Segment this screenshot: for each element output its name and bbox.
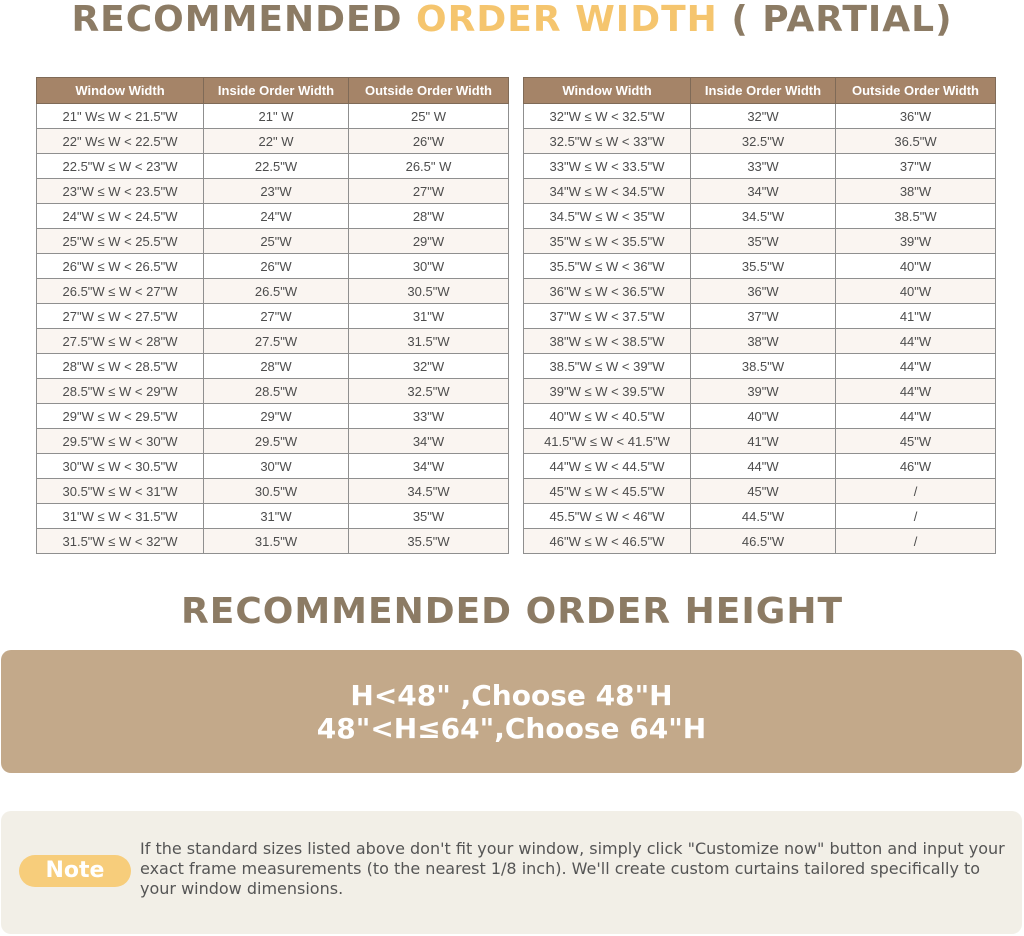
table-row	[524, 229, 996, 254]
table-row	[524, 129, 996, 154]
cell-inside-order-width: 21" W	[204, 104, 349, 129]
cell-window-width: 39"W ≤ W < 39.5"W	[524, 379, 691, 404]
cell-window-width: 26.5"W ≤ W < 27"W	[37, 279, 204, 304]
cell-inside-order-width: 23"W	[204, 179, 349, 204]
table-row	[37, 504, 509, 529]
order-width-title-main: RECOMMENDED	[71, 0, 417, 40]
table-row	[524, 154, 996, 179]
cell-outside-order-width: 36.5"W	[836, 129, 996, 154]
cell-window-width: 22" W≤ W < 22.5"W	[37, 129, 204, 154]
order-width-title-accent: ORDER WIDTH	[416, 0, 718, 40]
header-window-width: Window Width	[37, 78, 204, 104]
table-row	[524, 104, 996, 129]
table-row	[37, 254, 509, 279]
table-row	[524, 179, 996, 204]
cell-outside-order-width: 35"W	[349, 504, 509, 529]
cell-outside-order-width: 31.5"W	[349, 329, 509, 354]
header-outside-order-width: Outside Order Width	[349, 78, 509, 104]
cell-window-width: 34.5"W ≤ W < 35"W	[524, 204, 691, 229]
cell-inside-order-width: 29"W	[204, 404, 349, 429]
cell-outside-order-width: /	[836, 504, 996, 529]
cell-outside-order-width: 30.5"W	[349, 279, 509, 304]
order-height-title: RECOMMENDED ORDER HEIGHT	[181, 591, 843, 632]
table-row	[37, 479, 509, 504]
cell-inside-order-width: 27"W	[204, 304, 349, 329]
cell-outside-order-width: 34"W	[349, 429, 509, 454]
cell-window-width: 41.5"W ≤ W < 41.5"W	[524, 429, 691, 454]
cell-outside-order-width: 38.5"W	[836, 204, 996, 229]
cell-window-width: 32"W ≤ W < 32.5"W	[524, 104, 691, 129]
cell-inside-order-width: 32.5"W	[691, 129, 836, 154]
table-row	[524, 204, 996, 229]
table-row	[37, 404, 509, 429]
cell-outside-order-width: 40"W	[836, 254, 996, 279]
cell-outside-order-width: 34"W	[349, 454, 509, 479]
cell-window-width: 34"W ≤ W < 34.5"W	[524, 179, 691, 204]
cell-window-width: 22.5"W ≤ W < 23"W	[37, 154, 204, 179]
cell-window-width: 25"W ≤ W < 25.5"W	[37, 229, 204, 254]
table-row	[37, 454, 509, 479]
cell-window-width: 21" W≤ W < 21.5"W	[37, 104, 204, 129]
note-badge: Note	[19, 855, 131, 887]
cell-outside-order-width: 33"W	[349, 404, 509, 429]
cell-outside-order-width: 40"W	[836, 279, 996, 304]
cell-outside-order-width: 32.5"W	[349, 379, 509, 404]
cell-window-width: 35"W ≤ W < 35.5"W	[524, 229, 691, 254]
cell-window-width: 38"W ≤ W < 38.5"W	[524, 329, 691, 354]
cell-outside-order-width: 36"W	[836, 104, 996, 129]
height-recommendation-banner	[1, 650, 1022, 773]
cell-inside-order-width: 28.5"W	[204, 379, 349, 404]
width-table-right-body	[524, 104, 996, 554]
cell-inside-order-width: 46.5"W	[691, 529, 836, 554]
header-inside-order-width: Inside Order Width	[204, 78, 349, 104]
width-table-left	[36, 77, 509, 554]
cell-inside-order-width: 44"W	[691, 454, 836, 479]
table-row	[524, 529, 996, 554]
cell-window-width: 27.5"W ≤ W < 28"W	[37, 329, 204, 354]
cell-outside-order-width: 38"W	[836, 179, 996, 204]
cell-outside-order-width: 39"W	[836, 229, 996, 254]
cell-inside-order-width: 40"W	[691, 404, 836, 429]
cell-inside-order-width: 31"W	[204, 504, 349, 529]
cell-inside-order-width: 22" W	[204, 129, 349, 154]
table-row	[524, 354, 996, 379]
cell-window-width: 26"W ≤ W < 26.5"W	[37, 254, 204, 279]
width-table-left-body	[37, 104, 509, 554]
order-width-title-suffix: ( PARTIAL)	[717, 0, 953, 40]
table-row	[524, 379, 996, 404]
order-width-title	[0, 0, 1024, 40]
cell-window-width: 31"W ≤ W < 31.5"W	[37, 504, 204, 529]
cell-window-width: 40"W ≤ W < 40.5"W	[524, 404, 691, 429]
cell-inside-order-width: 29.5"W	[204, 429, 349, 454]
cell-outside-order-width: 30"W	[349, 254, 509, 279]
table-row	[524, 504, 996, 529]
cell-outside-order-width: 25" W	[349, 104, 509, 129]
cell-inside-order-width: 22.5"W	[204, 154, 349, 179]
table-row	[37, 429, 509, 454]
cell-outside-order-width: 37"W	[836, 154, 996, 179]
cell-window-width: 24"W ≤ W < 24.5"W	[37, 204, 204, 229]
cell-inside-order-width: 25"W	[204, 229, 349, 254]
cell-inside-order-width: 35.5"W	[691, 254, 836, 279]
cell-window-width: 30.5"W ≤ W < 31"W	[37, 479, 204, 504]
cell-inside-order-width: 44.5"W	[691, 504, 836, 529]
cell-outside-order-width: 26"W	[349, 129, 509, 154]
cell-window-width: 28.5"W ≤ W < 29"W	[37, 379, 204, 404]
cell-outside-order-width: 35.5"W	[349, 529, 509, 554]
table-row	[524, 479, 996, 504]
cell-inside-order-width: 34.5"W	[691, 204, 836, 229]
width-table-right	[523, 77, 996, 554]
cell-outside-order-width: 28"W	[349, 204, 509, 229]
table-row	[37, 104, 509, 129]
cell-outside-order-width: 45"W	[836, 429, 996, 454]
cell-window-width: 45.5"W ≤ W < 46"W	[524, 504, 691, 529]
cell-window-width: 36"W ≤ W < 36.5"W	[524, 279, 691, 304]
table-row	[524, 304, 996, 329]
height-rule-2: 48"<H≤64",Choose 64"H	[316, 711, 707, 745]
table-row	[37, 154, 509, 179]
cell-inside-order-width: 39"W	[691, 379, 836, 404]
cell-window-width: 44"W ≤ W < 44.5"W	[524, 454, 691, 479]
table-row	[524, 279, 996, 304]
cell-inside-order-width: 28"W	[204, 354, 349, 379]
cell-inside-order-width: 37"W	[691, 304, 836, 329]
cell-window-width: 29"W ≤ W < 29.5"W	[37, 404, 204, 429]
cell-inside-order-width: 41"W	[691, 429, 836, 454]
cell-window-width: 31.5"W ≤ W < 32"W	[37, 529, 204, 554]
cell-outside-order-width: 26.5" W	[349, 154, 509, 179]
header-inside-order-width: Inside Order Width	[691, 78, 836, 104]
height-rule-1: H<48" ,Choose 48"H	[350, 678, 673, 712]
cell-outside-order-width: /	[836, 529, 996, 554]
table-header-row	[524, 78, 996, 104]
header-outside-order-width: Outside Order Width	[836, 78, 996, 104]
table-row	[37, 279, 509, 304]
cell-window-width: 30"W ≤ W < 30.5"W	[37, 454, 204, 479]
cell-inside-order-width: 26.5"W	[204, 279, 349, 304]
cell-inside-order-width: 38.5"W	[691, 354, 836, 379]
cell-inside-order-width: 31.5"W	[204, 529, 349, 554]
cell-outside-order-width: 31"W	[349, 304, 509, 329]
cell-inside-order-width: 24"W	[204, 204, 349, 229]
cell-window-width: 37"W ≤ W < 37.5"W	[524, 304, 691, 329]
cell-outside-order-width: 34.5"W	[349, 479, 509, 504]
cell-window-width: 45"W ≤ W < 45.5"W	[524, 479, 691, 504]
cell-outside-order-width: 44"W	[836, 354, 996, 379]
cell-inside-order-width: 35"W	[691, 229, 836, 254]
table-row	[37, 129, 509, 154]
note-box	[1, 811, 1022, 934]
table-row	[37, 379, 509, 404]
cell-window-width: 46"W ≤ W < 46.5"W	[524, 529, 691, 554]
cell-inside-order-width: 36"W	[691, 279, 836, 304]
cell-inside-order-width: 30"W	[204, 454, 349, 479]
table-row	[524, 454, 996, 479]
cell-inside-order-width: 32"W	[691, 104, 836, 129]
cell-window-width: 23"W ≤ W < 23.5"W	[37, 179, 204, 204]
table-header-row	[37, 78, 509, 104]
cell-outside-order-width: 32"W	[349, 354, 509, 379]
cell-inside-order-width: 27.5"W	[204, 329, 349, 354]
cell-inside-order-width: 45"W	[691, 479, 836, 504]
cell-outside-order-width: 44"W	[836, 329, 996, 354]
cell-inside-order-width: 38"W	[691, 329, 836, 354]
table-row	[37, 204, 509, 229]
table-row	[524, 404, 996, 429]
cell-inside-order-width: 33"W	[691, 154, 836, 179]
cell-window-width: 28"W ≤ W < 28.5"W	[37, 354, 204, 379]
cell-outside-order-width: 29"W	[349, 229, 509, 254]
table-row	[524, 429, 996, 454]
cell-outside-order-width: 44"W	[836, 404, 996, 429]
table-row	[37, 329, 509, 354]
cell-window-width: 33"W ≤ W < 33.5"W	[524, 154, 691, 179]
table-row	[524, 254, 996, 279]
cell-outside-order-width: 44"W	[836, 379, 996, 404]
header-window-width: Window Width	[524, 78, 691, 104]
cell-inside-order-width: 34"W	[691, 179, 836, 204]
table-row	[524, 329, 996, 354]
cell-window-width: 29.5"W ≤ W < 30"W	[37, 429, 204, 454]
cell-window-width: 35.5"W ≤ W < 36"W	[524, 254, 691, 279]
cell-outside-order-width: 46"W	[836, 454, 996, 479]
cell-inside-order-width: 26"W	[204, 254, 349, 279]
cell-outside-order-width: 27"W	[349, 179, 509, 204]
cell-outside-order-width: 41"W	[836, 304, 996, 329]
table-row	[37, 179, 509, 204]
table-row	[37, 304, 509, 329]
table-row	[37, 529, 509, 554]
note-text: If the standard sizes listed above don't fit your window, simply click "Customize now" button and input your exact frame measurements (to the nearest 1/8 inch). We'll create custom curtains tailored specifically to your window dimensions.	[140, 839, 1005, 898]
cell-window-width: 27"W ≤ W < 27.5"W	[37, 304, 204, 329]
cell-outside-order-width: /	[836, 479, 996, 504]
cell-window-width: 38.5"W ≤ W < 39"W	[524, 354, 691, 379]
table-row	[37, 229, 509, 254]
cell-window-width: 32.5"W ≤ W < 33"W	[524, 129, 691, 154]
cell-inside-order-width: 30.5"W	[204, 479, 349, 504]
table-row	[37, 354, 509, 379]
